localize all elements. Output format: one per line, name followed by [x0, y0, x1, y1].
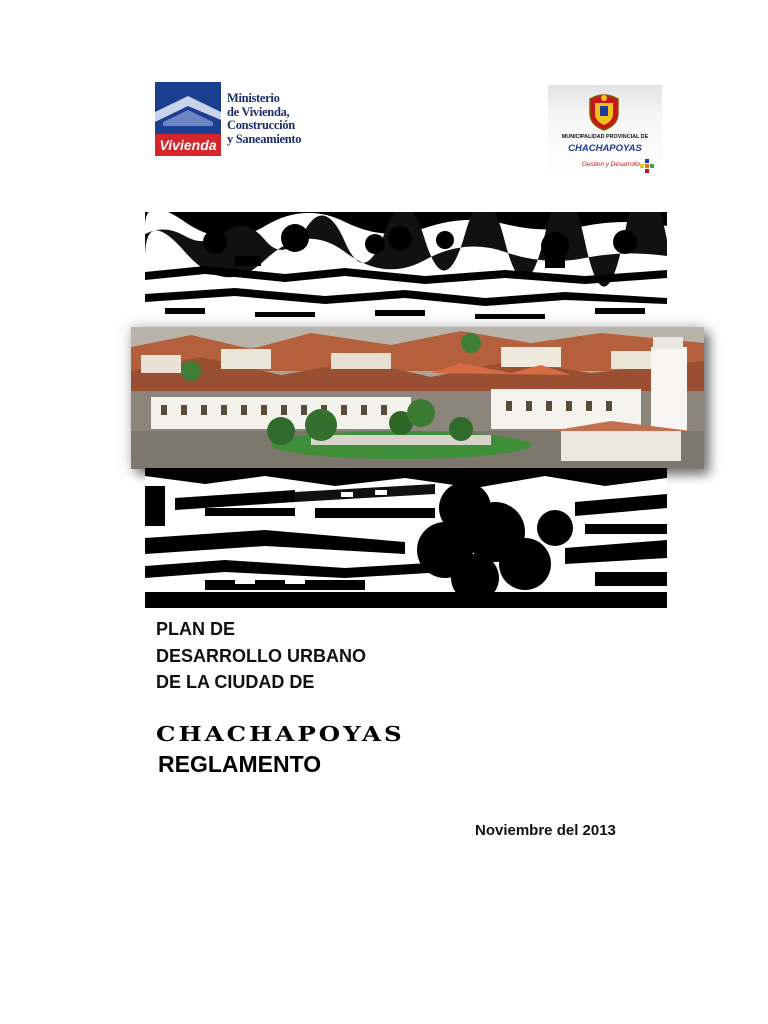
- municipality-label: MUNICIPALIDAD PROVINCIAL DE: [561, 134, 649, 140]
- city-name: CHACHAPOYAS: [156, 722, 405, 746]
- city-panorama-bw-bottom: [145, 468, 667, 608]
- publication-date: Noviembre del 2013: [475, 822, 616, 839]
- city-photo-collage: [131, 212, 733, 608]
- municipality-logo: [548, 85, 662, 175]
- title-line: DE LA CIUDAD DE: [156, 672, 315, 692]
- municipality-name: CHACHAPOYAS: [568, 143, 642, 154]
- ministry-name: [227, 92, 327, 146]
- ministry-name-line: y Saneamiento: [227, 131, 302, 146]
- ministry-name-line: Construcción: [227, 118, 295, 132]
- document-subtitle: REGLAMENTO: [158, 751, 322, 777]
- title-line: DESARROLLO URBANO: [156, 645, 366, 666]
- coat-of-arms-icon: [586, 93, 622, 131]
- ministry-name-line: Ministerio: [227, 91, 280, 105]
- city-panorama-bw-top: [145, 212, 667, 328]
- document-title: [156, 616, 366, 696]
- ministry-name-line: de Vivienda,: [227, 104, 290, 119]
- vivienda-brand-text: Vivienda: [159, 137, 217, 153]
- municipality-slogan: Gestion y Desarrollo: [582, 161, 640, 168]
- municipality-mark-icon: [640, 158, 654, 172]
- title-line: PLAN DE: [156, 619, 236, 639]
- city-photo-color: [131, 327, 704, 469]
- vivienda-logo-mark: [155, 82, 221, 156]
- ministry-logo: [155, 82, 315, 158]
